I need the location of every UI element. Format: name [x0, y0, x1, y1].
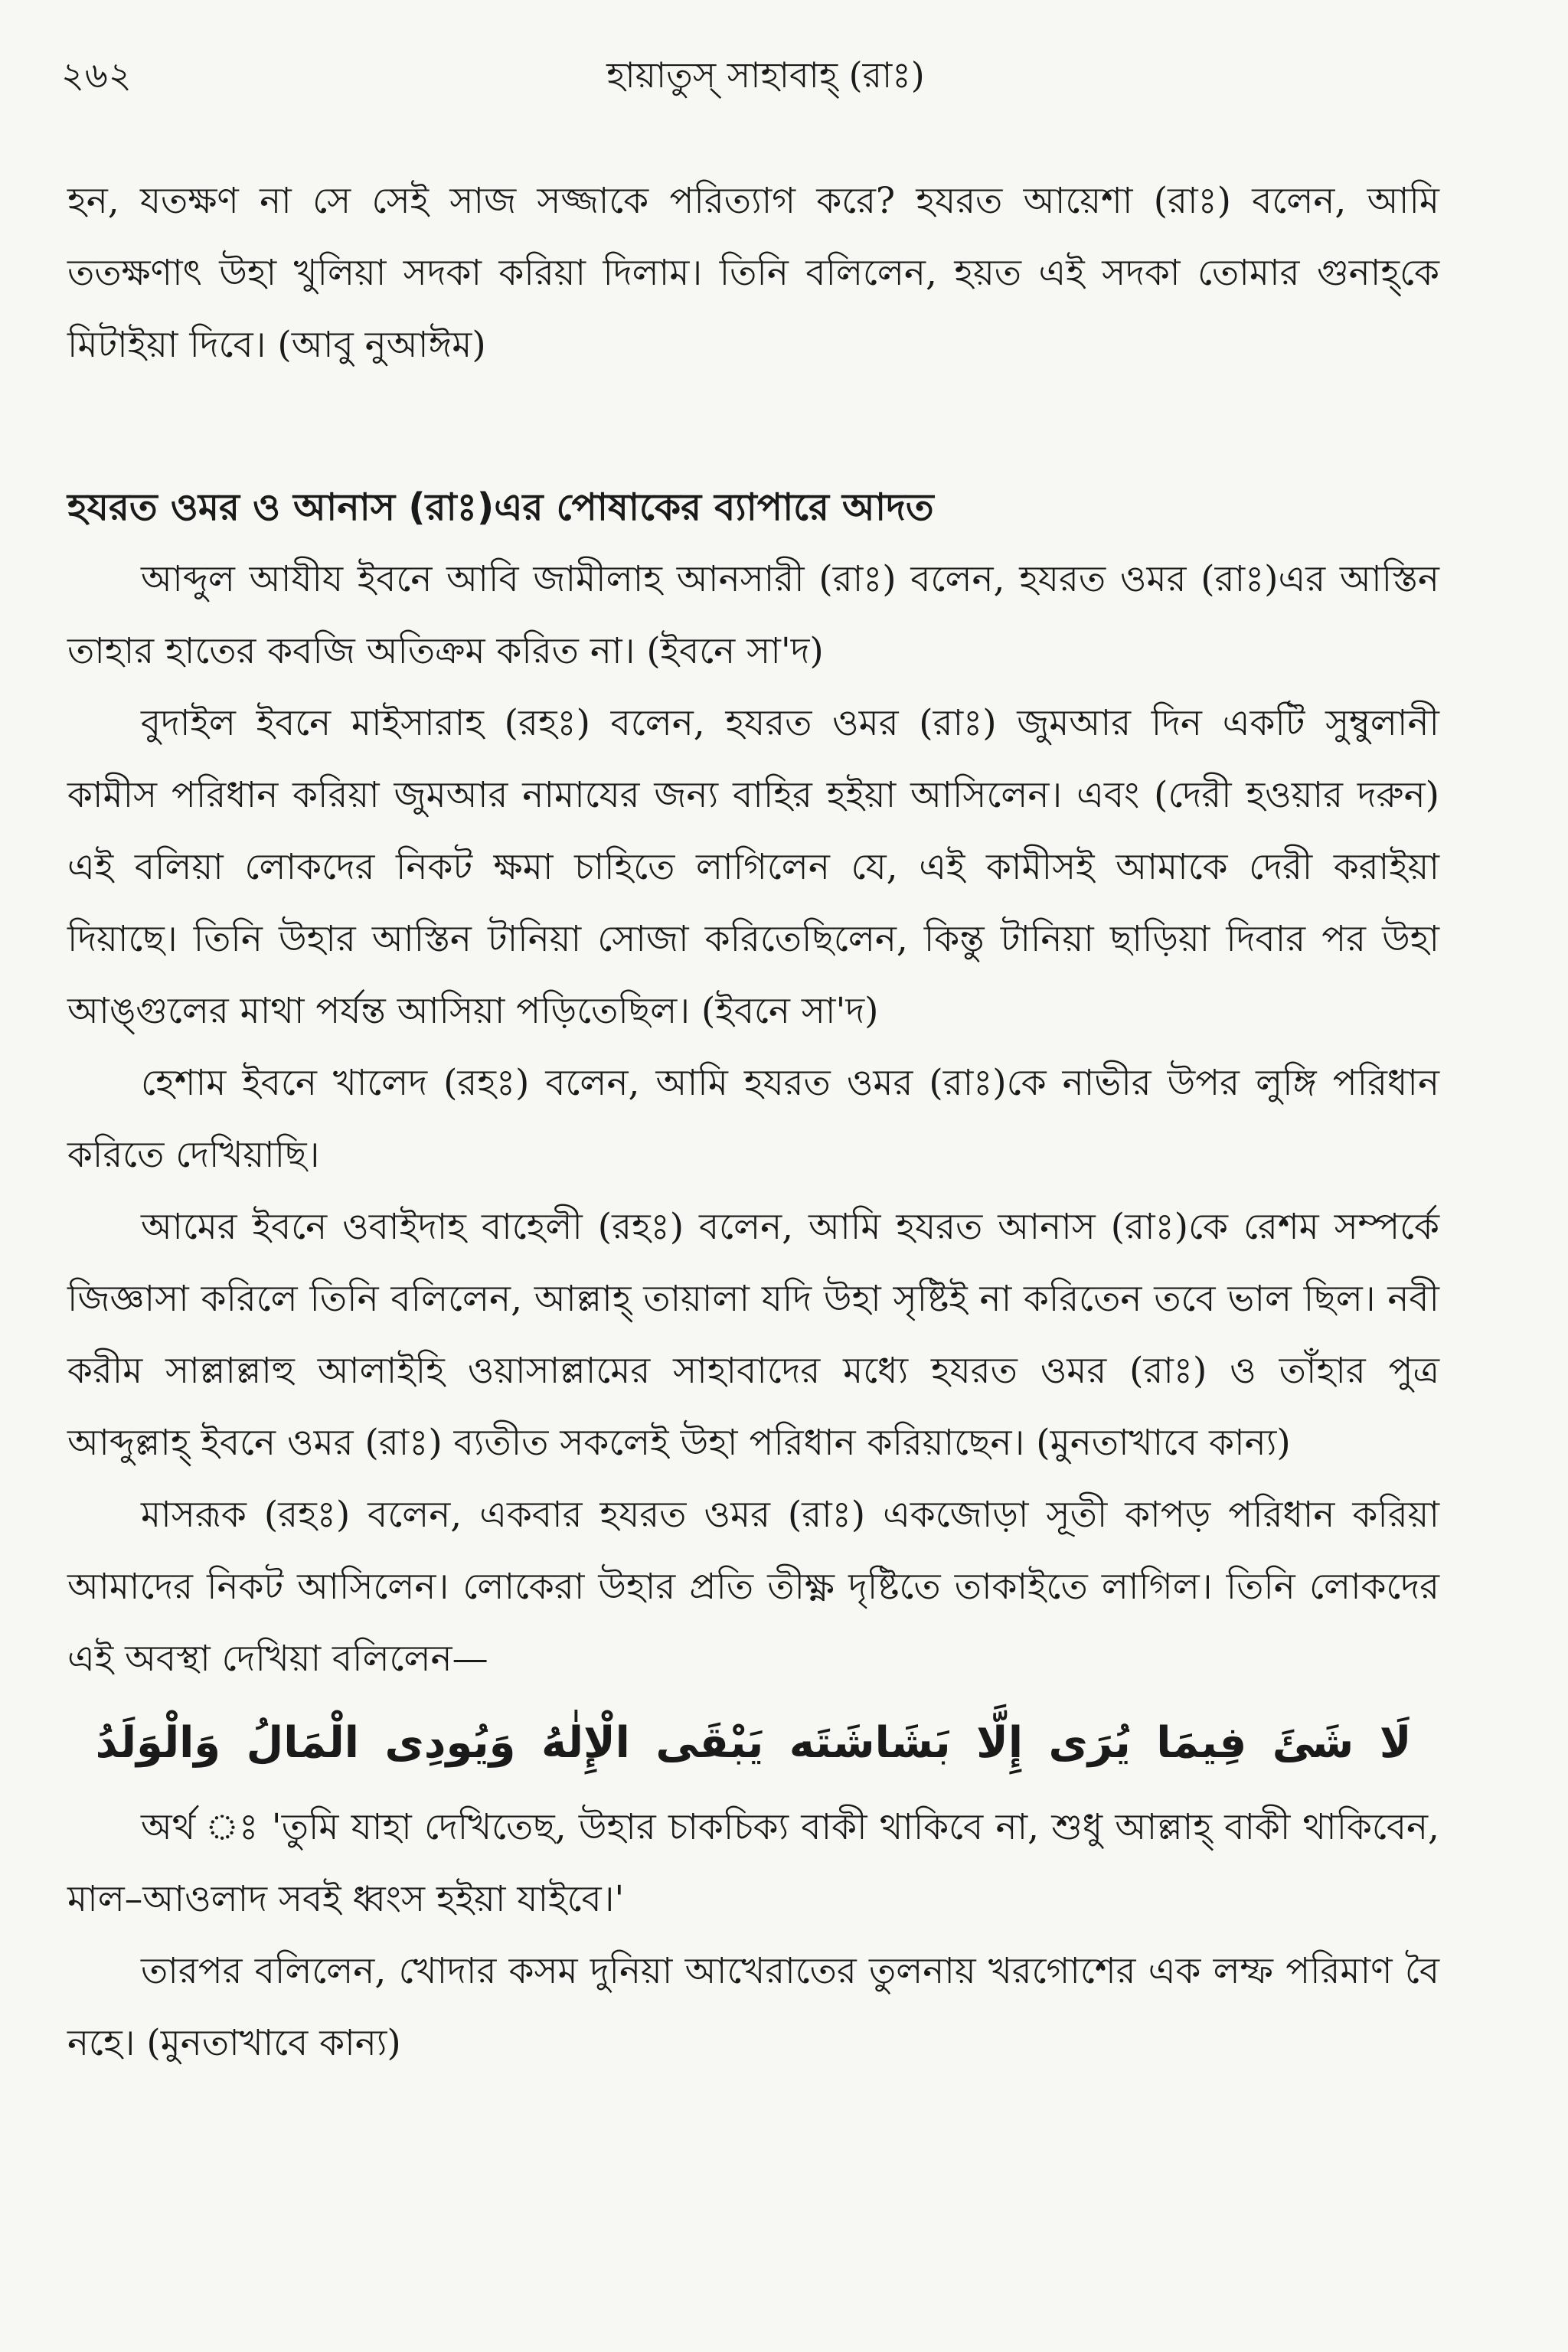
page-body: [67, 165, 1439, 2079]
page-number: ২৬২: [61, 54, 132, 96]
section-spacer: [67, 381, 1439, 472]
paragraph-final: তারপর বলিলেন, খোদার কসম দুনিয়া আখেরাতের তুলনায় খরগোশের এক লম্ফ পরিমাণ বৈ নহে। (মুনতাখাবে কান্য): [67, 1950, 1439, 2064]
page-header: [61, 46, 1439, 107]
section-heading: হযরত ওমর ও আনাস (রাঃ)এর পোষাকের ব্যাপারে আদত: [67, 485, 934, 529]
paragraph-continued: হন, যতক্ষণ না সে সেই সাজ সজ্জাকে পরিত্যাগ করে? হযরত আয়েশা (রাঃ) বলেন, আমি ততক্ষণাৎ উহা খুলিয়া সদকা করিয়া দিলাম। তিনি বলিলেন, হয়ত এই সদকা তোমার গুনাহ্‌কে মিটাইয়া দিবে। (আবু নুআঈম): [67, 180, 1439, 366]
verse-translation: অর্থ ঃ 'তুমি যাহা দেখিতেছ, উহার চাকচিক্য বাকী থাকিবে না, শুধু আল্লাহ্ বাকী থাকিবেন, মাল–আওলাদ সবই ধ্বংস হইয়া যাইবে।': [67, 1806, 1439, 1920]
paragraph: হেশাম ইবনে খালেদ (রহঃ) বলেন, আমি হযরত ওমর (রাঃ)কে নাভীর উপর লুঙ্গি পরিধান করিতে দেখিয়াছি।: [67, 1062, 1439, 1176]
paragraph: মাসরূক (রহঃ) বলেন, একবার হযরত ওমর (রাঃ) একজোড়া সূতী কাপড় পরিধান করিয়া আমাদের নিকট আসিলেন। লোকেরা উহার প্রতি তীক্ষ্ণ দৃষ্টিতে তাকাইতে লাগিল। তিনি লোকদের এই অবস্থা দেখিয়া বলিলেন—: [67, 1494, 1439, 1680]
paragraph: আমের ইবনে ওবাইদাহ বাহেলী (রহঃ) বলেন, আমি হযরত আনাস (রাঃ)কে রেশম সম্পর্কে জিজ্ঞাসা করিলে তিনি বলিলেন, আল্লাহ্ তায়ালা যদি উহা সৃষ্টিই না করিতেন তবে ভাল ছিল। নবী করীম সাল্লাল্লাহু আলাইহি ওয়াসাল্লামের সাহাবাদের মধ্যে হযরত ওমর (রাঃ) ও তাঁহার পুত্র আব্দুল্লাহ্ ইবনে ওমর (রাঃ) ব্যতীত সকলেই উহা পরিধান করিয়াছেন। (মুনতাখাবে কান্য): [67, 1206, 1439, 1464]
arabic-verse: لَا شَئَ فِيمَا يُرَى إِلَّا بَشَاشَتَه يَبْقَى الْإِلٰهُ وَيُودِى الْمَالُ وَالْوَلَدُ: [95, 1718, 1412, 1768]
paragraph: আব্দুল আযীয ইবনে আবি জামীলাহ আনসারী (রাঃ) বলেন, হযরত ওমর (রাঃ)এর আস্তিন তাহার হাতের কবজি অতিক্রম করিত না। (ইবনে সা'দ): [67, 558, 1439, 672]
running-title: হায়াতুস্ সাহাবাহ্ (রাঃ): [606, 54, 925, 96]
paragraph: বুদাইল ইবনে মাইসারাহ (রহঃ) বলেন, হযরত ওমর (রাঃ) জুমআর দিন একটি সুম্বুলানী কামীস পরিধান করিয়া জুমআর নামাযের জন্য বাহির হইয়া আসিলেন। এবং (দেরী হওয়ার দরুন) এই বলিয়া লোকদের নিকট ক্ষমা চাহিতে লাগিলেন যে, এই কামীসই আমাকে দেরী করাইয়া দিয়াছে। তিনি উহার আস্তিন টানিয়া সোজা করিতেছিলেন, কিন্তু টানিয়া ছাড়িয়া দিবার পর উহা আঙ্গুলের মাথা পর্যন্ত আসিয়া পড়িতেছিল। (ইবনে সা'দ): [67, 702, 1439, 1032]
